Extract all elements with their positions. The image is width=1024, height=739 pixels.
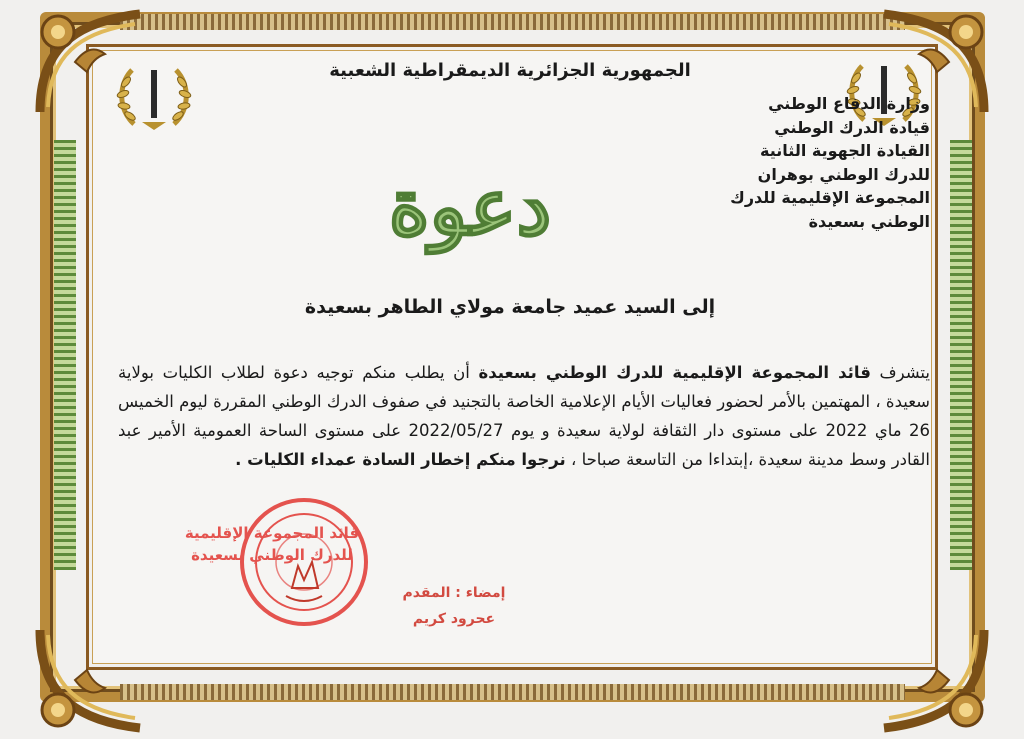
body-text-2: أن يطلب منكم توجيه دعوة لطلاب الكليات بولاية سعيدة ، المهتمين بالأمر لحضور فعاليات الأيام الإعلامية الخاصة بالتجنيد في صفوف الدرك الوطني المقررة ليوم الخميس 26 ماي 2022 على مستوى دار الثقافة لولاية سعيدة و يوم 2022/05/27 على مستوى الساحة العمومية الأمير عبد القادر وسط مدينة سعيدة ،إبتداءا من التاسعة صباحا ، [118, 363, 930, 469]
org-line: وزارة الدفاع الوطني [768, 94, 930, 113]
org-line: للدرك الوطني بوهران [757, 164, 930, 184]
signature-name: عحرود كريم [412, 611, 496, 627]
org-line: الوطني بسعيدة [808, 211, 930, 231]
frame-border-bottom [120, 684, 905, 700]
org-line: قيادة الدرك الوطني [774, 117, 930, 137]
org-line: المجموعة الإقليمية للدرك [730, 188, 930, 207]
gendarmerie-emblem-icon [114, 62, 194, 134]
signature-block [384, 580, 524, 632]
body-text-bold-request: نرجوا منكم إخطار السادة عمداء الكليات . [235, 450, 566, 469]
official-seal-icon [234, 492, 374, 632]
invitation-title: دعوة [388, 162, 552, 253]
signature-label: إمضاء : المقدم [402, 585, 506, 601]
frame-border-top [120, 14, 905, 30]
org-line: القيادة الجهوية الثانية [760, 141, 930, 160]
issuing-organization [690, 92, 930, 233]
corner-ornament-icon [30, 620, 150, 739]
corner-ornament-icon [874, 620, 994, 739]
invitation-body [118, 358, 930, 474]
frame-border-right [950, 140, 972, 570]
body-text-bold-sender: قائد المجموعة الإقليمية للدرك الوطني بسعيدة [478, 363, 871, 382]
body-text-1: يتشرف [870, 363, 931, 382]
stamp-line: للدرك الوطني بسعيدة [191, 546, 353, 564]
stamp-line: قائد المجموعة الإقليمية [184, 524, 360, 542]
republic-header: الجمهورية الجزائرية الديمقراطية الشعبية [329, 60, 691, 81]
frame-border-left [54, 140, 76, 570]
recipient-line: إلى السيد عميد جامعة مولاي الطاهر بسعيدة [304, 296, 716, 318]
